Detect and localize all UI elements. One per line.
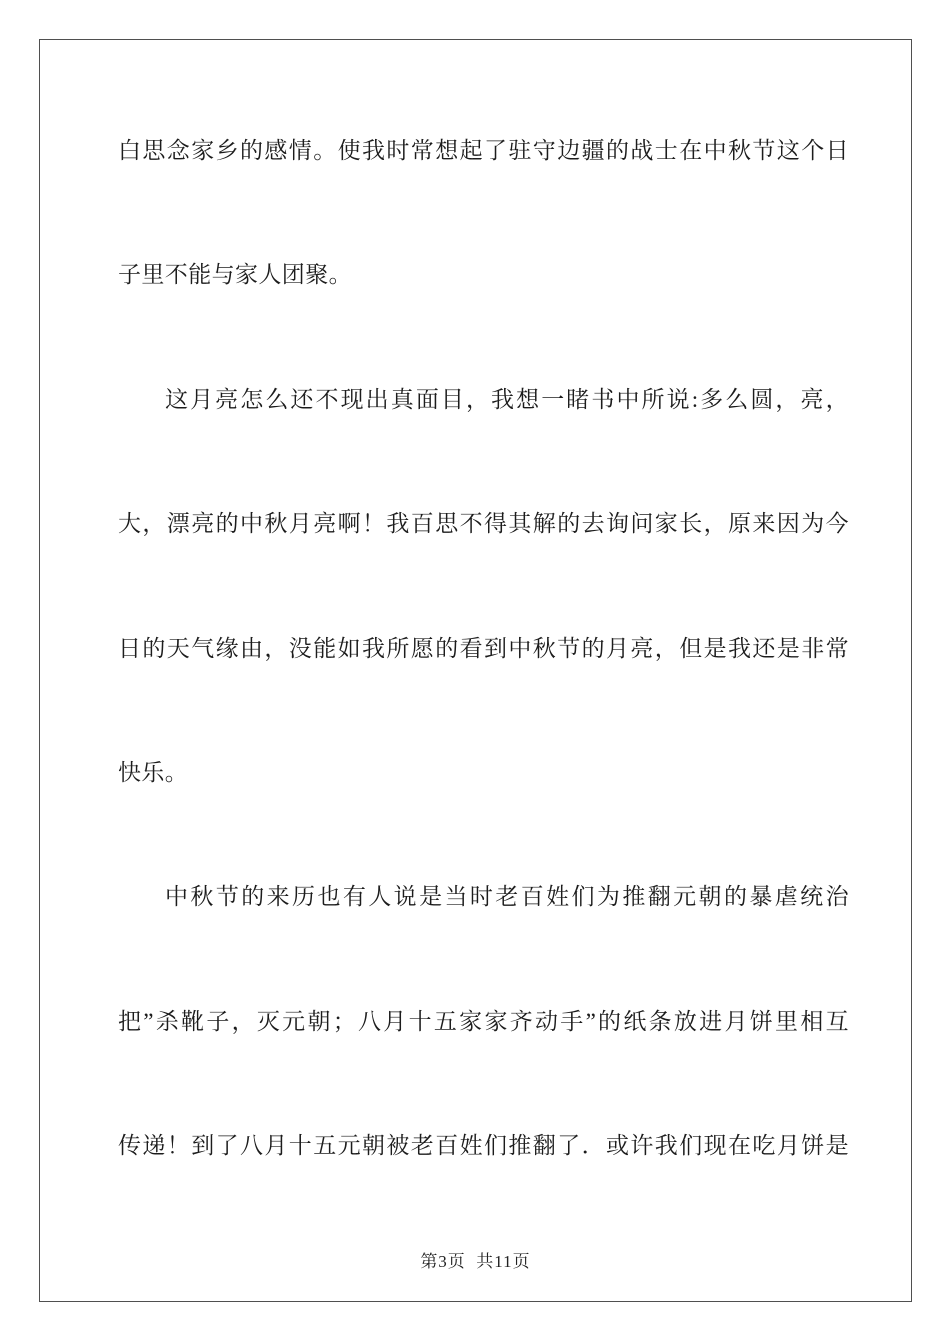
page-number-footer: 第3页 共11页 [420, 1252, 531, 1271]
text-line: 这月亮怎么还不现出真面目，我想一睹书中所说:多么圆，亮， [165, 386, 849, 412]
document-body [118, 134, 849, 1254]
text-line: 快乐。 [118, 759, 189, 785]
text-line: 传递！到了八月十五元朝被老百姓们推翻了．或许我们现在吃月饼是 [118, 1133, 849, 1159]
text-line: 白思念家乡的感情。使我时常想起了驻守边疆的战士在中秋节这个日 [118, 138, 849, 163]
text-line: 中秋节的来历也有人说是当时老百姓们为推翻元朝的暴虐统治 [165, 884, 849, 910]
text-line: 日的天气缘由，没能如我所愿的看到中秋节的月亮，但是我还是非常 [118, 635, 849, 661]
text-line: 把”杀靴子，灭元朝；八月十五家家齐动手”的纸条放进月饼里相互 [118, 1008, 849, 1034]
text-line: 大，漂亮的中秋月亮啊！我百思不得其解的去询问家长，原来因为今 [118, 511, 849, 537]
page-border [39, 39, 912, 1302]
text-line: 子里不能与家人团聚。 [118, 262, 352, 288]
